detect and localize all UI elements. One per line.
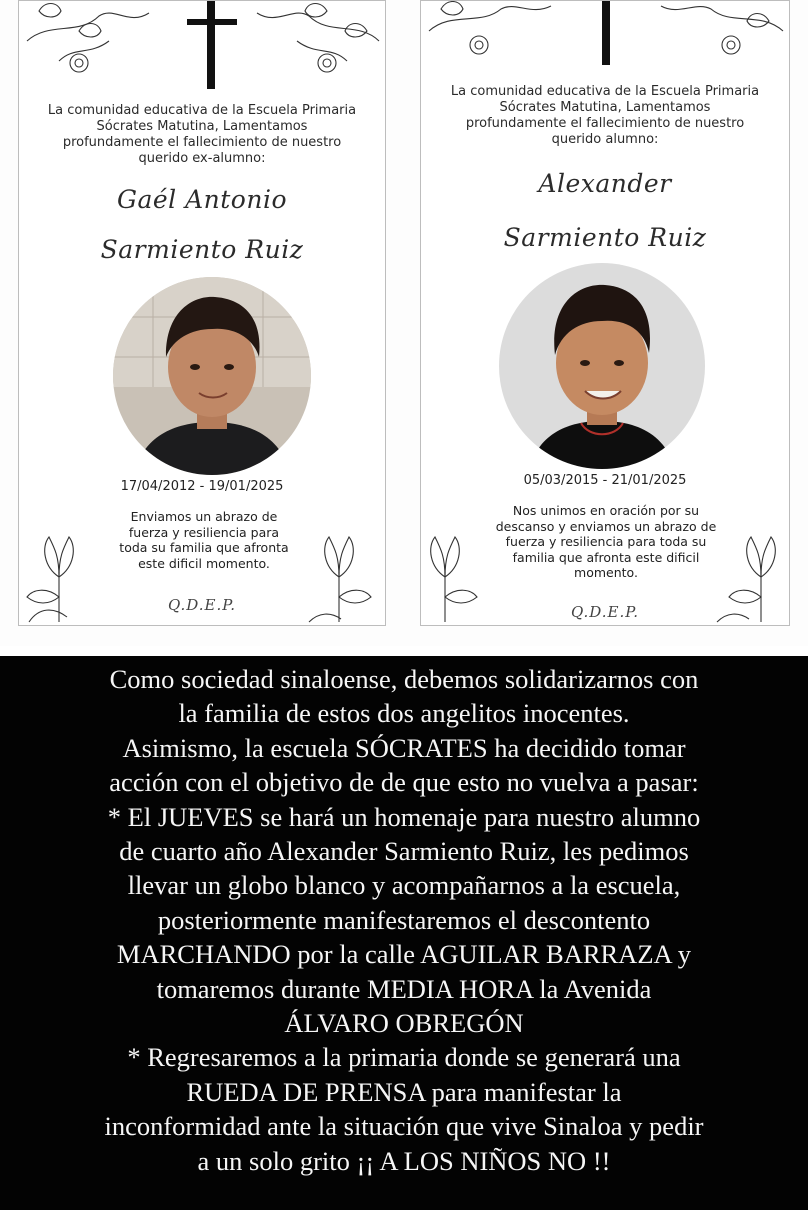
announcement-line: tomaremos durante MEDIA HORA la Avenida bbox=[156, 973, 652, 1004]
last-name: Sarmiento Ruiz bbox=[100, 235, 304, 264]
life-dates: 05/03/2015 - 21/01/2025 bbox=[523, 473, 687, 488]
floral-ornament-bottom bbox=[19, 527, 386, 626]
memorial-card-alexander bbox=[420, 0, 790, 626]
announcement-line: RUEDA DE PRENSA para manifestar la bbox=[186, 1076, 622, 1107]
last-name: Sarmiento Ruiz bbox=[503, 223, 707, 252]
cross-icon bbox=[187, 1, 237, 89]
floral-ornament-bottom bbox=[421, 527, 790, 626]
qdep-closing: Q.D.E.P. bbox=[167, 596, 237, 614]
life-dates: 17/04/2012 - 19/01/2025 bbox=[120, 479, 284, 494]
announcement-line: MARCHANDO por la calle AGUILAR BARRAZA y bbox=[116, 939, 692, 970]
announcement-line: inconformidad ante la situación que vive Sinaloa y pedir bbox=[104, 1111, 704, 1142]
portrait-photo bbox=[113, 277, 311, 475]
announcement-text bbox=[0, 662, 808, 1178]
announcement-line: de cuarto año Alexander Sarmiento Ruiz, les pedimos bbox=[119, 836, 689, 867]
first-name: Alexander bbox=[538, 169, 672, 198]
announcement-line: a un solo grito ¡¡ A LOS NIÑOS NO !! bbox=[197, 1145, 611, 1176]
announcement-line: ÁLVARO OBREGÓN bbox=[284, 1008, 524, 1039]
condolence-message: Nos unimos en oración por su descanso y enviamos un abrazo de fuerza y resiliencia para toda su familia que afronta este dificil momento. bbox=[495, 503, 717, 580]
announcement-line: * Regresaremos a la primaria donde se generará una bbox=[127, 1042, 681, 1073]
memorial-card-gael bbox=[18, 0, 386, 626]
portrait-photo bbox=[499, 263, 705, 469]
announcement-panel bbox=[0, 656, 808, 1210]
announcement-line: acción con el objetivo de de que esto no vuelva a pasar: bbox=[109, 767, 699, 798]
announcement-line: * El JUEVES se hará un homenaje para nuestro alumno bbox=[107, 801, 701, 832]
intro-text: La comunidad educativa de la Escuela Primaria Sócrates Matutina, Lamentamos profundamente el fallecimiento de nuestro querido ex-alumno: bbox=[47, 103, 357, 166]
cross-icon bbox=[581, 1, 631, 65]
announcement-line: Como sociedad sinaloense, debemos solidarizarnos con bbox=[109, 664, 699, 694]
announcement-line: posteriormente manifestaremos el descontento bbox=[157, 904, 651, 935]
qdep-closing: Q.D.E.P. bbox=[570, 603, 640, 621]
announcement-line: llevar un globo blanco y acompañarnos a la escuela, bbox=[127, 870, 681, 901]
condolence-message: Enviamos un abrazo de fuerza y resiliencia para toda su familia que afronta este dificil momento. bbox=[119, 509, 289, 571]
first-name: Gaél Antonio bbox=[116, 185, 287, 214]
announcement-line: Asimismo, la escuela SÓCRATES ha decidido tomar bbox=[122, 732, 686, 763]
intro-text: La comunidad educativa de la Escuela Primaria Sócrates Matutina, Lamentamos profundamente el fallecimiento de nuestro querido alumno: bbox=[450, 84, 760, 147]
announcement-line: la familia de estos dos angelitos inocentes. bbox=[178, 698, 630, 729]
